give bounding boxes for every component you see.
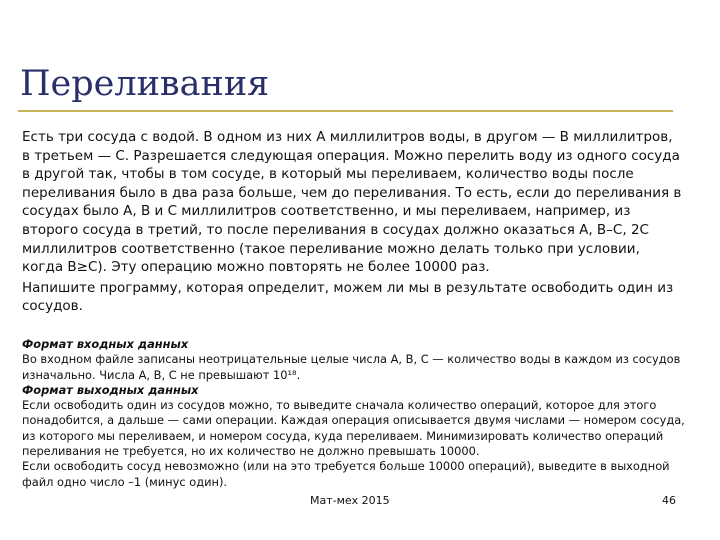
title-underline <box>18 110 673 112</box>
slide-title: Переливания <box>20 64 270 104</box>
problem-statement <box>22 128 682 316</box>
output-impossible-text: Если освободить сосуд невозможно (или на это требуется больше 10000 операций), выведите в выходной файл одно число –1 (минус один). <box>22 459 670 489</box>
problem-paragraph: Есть три сосуда с водой. В одном из них A миллилитров воды, в другом — B миллилитров, в третьем — C. Разрешается следующая операция. Можно перелить воду из одного сосуда в другой так, чтобы в том сосуде, в который мы переливаем, количество воды после переливания было в два раза больше, чем до переливания. То есть, если до переливания в сосудах было A, B и C миллилитров соответственно, и мы переливаем, например, из второго сосуда в третий, то после переливания в сосудах должно оказаться A, B–C, 2C миллилитров соответственно (такое переливание можно делать только при условии, когда B≥C). Эту операцию можно повторять не более 10000 раз. <box>22 129 682 276</box>
input-format-heading: Формат входных данных <box>22 337 189 351</box>
footer-text: Мат-мех 2015 <box>310 494 390 507</box>
output-format-heading: Формат выходных данных <box>22 382 199 397</box>
task-paragraph: Напишите программу, которая определит, можем ли мы в результате освободить один из сосудов. <box>22 279 674 315</box>
format-section <box>22 337 687 490</box>
output-format-text: Если освободить один из сосудов можно, то выведите сначала количество операций, которое для этого понадобится, а дальше — сами операции. Каждая операция описывается двумя числами — номером сосуда, из которого мы переливаем, и номером сосуда, куда переливаем. Минимизировать количество операций переливания не требуется, но их количество не должно превышать 10000. <box>22 398 685 459</box>
input-format-text: Во входном файле записаны неотрицательные целые числа A, B, C — количество воды в каждом из сосудов изначально. Числа A, B, C не превышают 10¹⁸. <box>22 352 681 382</box>
page-number: 46 <box>662 494 676 507</box>
